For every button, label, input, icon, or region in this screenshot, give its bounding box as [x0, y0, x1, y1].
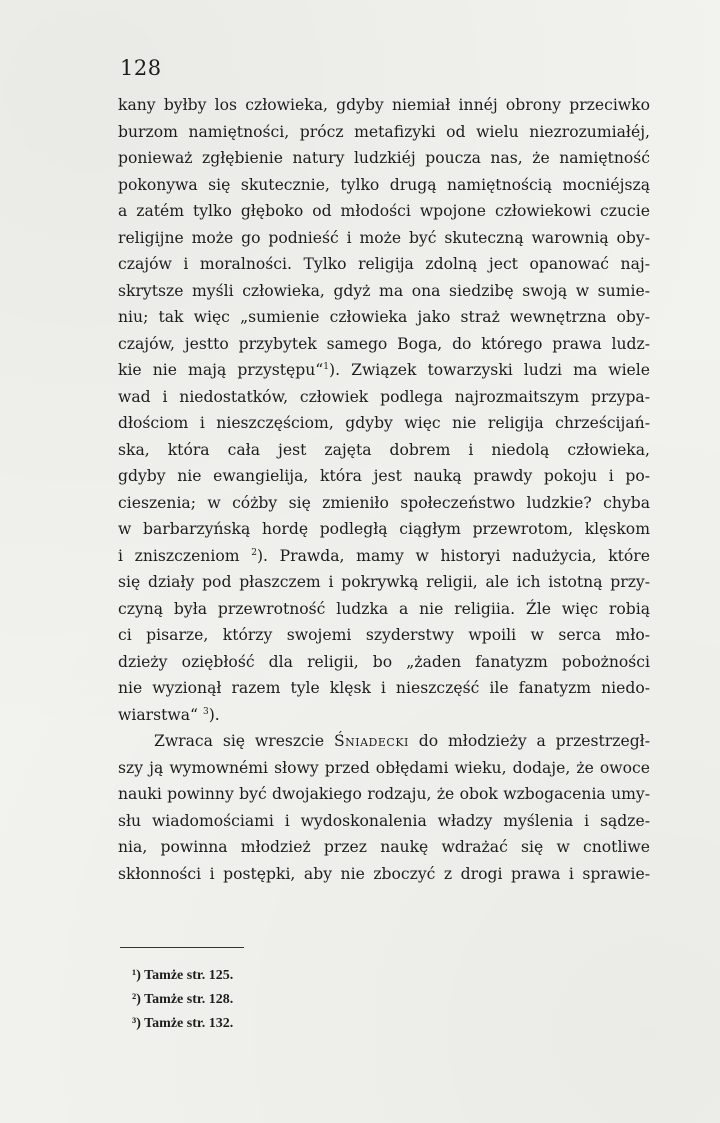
text-line: ci pisarze, którzy swojemi szyderstwy wpoili w serca mło- [118, 626, 650, 644]
text-line: skłonności i postępki, aby nie zboczyć z drogi prawa i sprawie- [118, 864, 650, 883]
text-segment: wiarstwa“ [118, 705, 198, 724]
text-line: dłościom i nieszczęściom, gdyby więc nie religija chrześcijań- [118, 414, 650, 432]
footnotes [132, 964, 233, 1036]
text-line: czyną była przewrotność ludzka a nie religiia. Źle więc robią [118, 599, 650, 618]
text-line: ponieważ zgłębienie natury ludzkiéj poucza nas, że namiętność [118, 149, 650, 167]
text-line: niu; tak więc „sumienie człowieka jako straż wewnętrzna oby- [118, 308, 650, 326]
footnote-1 [132, 964, 233, 988]
text-segment: do młodzieży a przestrzegł- [418, 732, 650, 750]
text-line: nie wyzionął razem tyle klęsk i nieszczęść ile fanatyzm niedo- [118, 679, 650, 697]
text-line: cieszenia; w cóżby się zmieniło społeczeństwo ludzkie? chyba [118, 493, 650, 512]
footnote-ref-3: 3 [202, 706, 209, 717]
text-line: ska, która cała jest zajęta dobrem i niedolą człowieka, [118, 440, 650, 459]
text-line: czajów i moralności. Tylko religija zdolną ject opanować naj- [118, 255, 650, 273]
footnote-mark: ²) [132, 992, 141, 1007]
footnote-2 [132, 988, 233, 1012]
text-line: skrytsze myśli człowieka, gdyż ma ona siedzibę swoją w sumie- [118, 281, 650, 300]
text-line: szy ją wymownémi słowy przed obłędami wieku, dodaje, że owoce [118, 758, 650, 777]
text-segment: i zniszczeniom [118, 546, 240, 565]
text-line: wad i niedostatków, człowiek podlega najrozmaitszym przypa- [118, 387, 650, 406]
text-line: w barbarzyńską hordę podległą ciągłym przewrotom, klęskom [118, 520, 650, 538]
body-text [118, 92, 650, 887]
footnote-mark: ³) [132, 1016, 141, 1031]
text-segment: Zwraca się wreszcie [154, 732, 325, 750]
text-line [118, 543, 650, 570]
footnote-ref-2: 2 [251, 547, 257, 558]
text-line: dzieży oziębłość dla religii, bo „żaden fanatyzm pobożności [118, 652, 650, 671]
footnote-3 [132, 1012, 233, 1036]
text-line: pokonywa się skutecznie, tylko drugą namiętnością mocniéjszą [118, 175, 650, 194]
author-name: Śniadecki [333, 732, 409, 750]
footnote-text: Tamże str. 125. [144, 968, 234, 983]
footnote-text: Tamże str. 132. [144, 1016, 234, 1031]
text-segment: ). [208, 705, 220, 724]
text-segment: ). Związek towarzyski ludzi ma wiele [329, 361, 651, 379]
text-line: nia, powinna młodzież przez naukę wdrażać się w cnotliwe [118, 838, 650, 856]
text-line: religijne może go podnieść i może być skuteczną warownią oby- [118, 228, 650, 247]
text-line: gdyby nie ewangielija, która jest nauką prawdy pokoju i po- [118, 467, 650, 485]
text-line [118, 702, 650, 729]
text-line: burzom namiętności, prócz metafizyki od wielu niezrozumiałéj, [118, 122, 650, 141]
page-number: 128 [120, 56, 162, 80]
footnote-ref-1: 1 [323, 361, 330, 372]
text-line: kany byłby los człowieka, gdyby niemiał innéj obrony przeciwko [118, 96, 650, 114]
text-segment: ). Prawda, mamy w historyi nadużycia, które [256, 546, 650, 565]
text-line: a zatém tylko głęboko od młodości wpojone człowiekowi czucie [118, 202, 650, 220]
paragraph-start-line [118, 728, 650, 755]
footnote-mark: ¹) [132, 968, 141, 983]
footnote-text: Tamże str. 128. [144, 992, 234, 1007]
text-line: się działy pod płaszczem i pokrywką religii, ale ich istotną przy- [118, 573, 650, 591]
footnote-divider [120, 947, 244, 948]
text-segment: kie nie mają przystępu“ [118, 361, 324, 379]
text-line: nauki powinny być dwojakiego rodzaju, że obok wzbogacenia umy- [118, 785, 650, 803]
text-line [118, 357, 650, 384]
text-line: słu wiadomościami i wydoskonalenia władzy myślenia i sądze- [118, 811, 650, 830]
text-line: czajów, jestto przybytek samego Boga, do którego prawa ludz- [118, 334, 650, 353]
